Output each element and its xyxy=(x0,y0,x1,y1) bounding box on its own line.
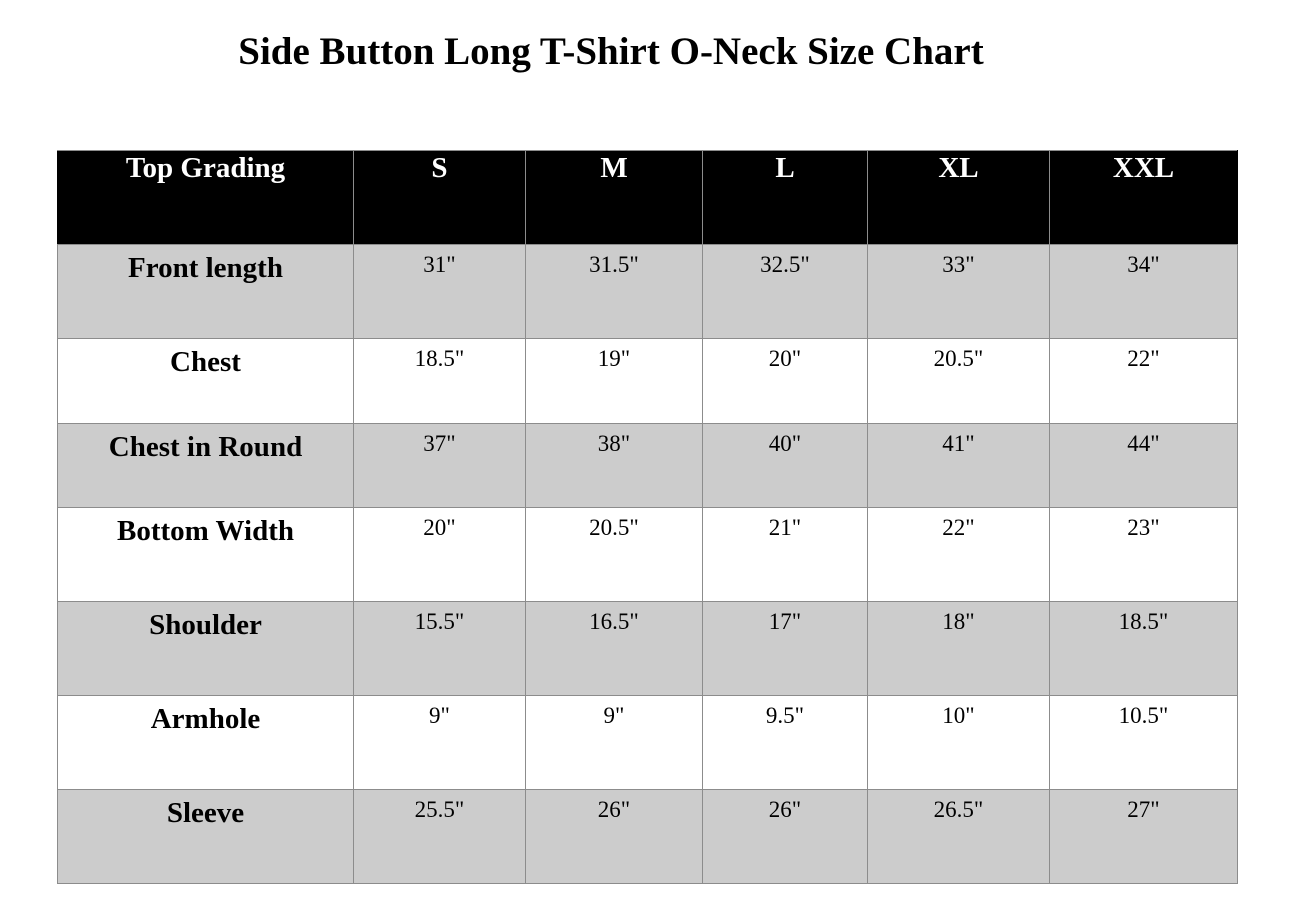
row-label: Bottom Width xyxy=(58,508,354,602)
row-label: Chest xyxy=(58,339,354,424)
cell-value: 18.5" xyxy=(1050,602,1238,696)
cell-value: 9.5" xyxy=(703,696,868,790)
row-label: Chest in Round xyxy=(58,424,354,508)
cell-value: 15.5" xyxy=(354,602,526,696)
row-label: Shoulder xyxy=(58,602,354,696)
row-label: Front length xyxy=(58,245,354,339)
cell-value: 31.5" xyxy=(526,245,703,339)
row-label: Sleeve xyxy=(58,790,354,884)
cell-value: 22" xyxy=(868,508,1050,602)
cell-value: 18" xyxy=(868,602,1050,696)
cell-value: 19" xyxy=(526,339,703,424)
header-cell-l: L xyxy=(703,151,868,245)
table-row-sleeve xyxy=(58,790,1238,884)
cell-value: 22" xyxy=(1050,339,1238,424)
cell-value: 38" xyxy=(526,424,703,508)
header-cell-m: M xyxy=(526,151,703,245)
table-row-shoulder xyxy=(58,602,1238,696)
table-header xyxy=(58,151,1238,245)
header-cell-xl: XL xyxy=(868,151,1050,245)
cell-value: 37" xyxy=(354,424,526,508)
cell-value: 23" xyxy=(1050,508,1238,602)
table-row-bottom-width xyxy=(58,508,1238,602)
table-row-front-length xyxy=(58,245,1238,339)
table-row-chest-in-round xyxy=(58,424,1238,508)
cell-value: 10" xyxy=(868,696,1050,790)
cell-value: 9" xyxy=(526,696,703,790)
table-row-armhole xyxy=(58,696,1238,790)
cell-value: 21" xyxy=(703,508,868,602)
cell-value: 26" xyxy=(526,790,703,884)
cell-value: 10.5" xyxy=(1050,696,1238,790)
cell-value: 41" xyxy=(868,424,1050,508)
size-chart-table xyxy=(57,150,1238,884)
cell-value: 18.5" xyxy=(354,339,526,424)
cell-value: 16.5" xyxy=(526,602,703,696)
cell-value: 40" xyxy=(703,424,868,508)
table-row-chest xyxy=(58,339,1238,424)
cell-value: 44" xyxy=(1050,424,1238,508)
cell-value: 34" xyxy=(1050,245,1238,339)
row-label: Armhole xyxy=(58,696,354,790)
table-body xyxy=(58,245,1238,884)
cell-value: 25.5" xyxy=(354,790,526,884)
cell-value: 20.5" xyxy=(868,339,1050,424)
header-row xyxy=(58,151,1238,245)
page-title: Side Button Long T-Shirt O-Neck Size Chart xyxy=(238,30,984,73)
cell-value: 26" xyxy=(703,790,868,884)
cell-value: 27" xyxy=(1050,790,1238,884)
cell-value: 26.5" xyxy=(868,790,1050,884)
cell-value: 20" xyxy=(354,508,526,602)
cell-value: 20" xyxy=(703,339,868,424)
cell-value: 31" xyxy=(354,245,526,339)
header-cell-top-grading: Top Grading xyxy=(58,151,354,245)
cell-value: 32.5" xyxy=(703,245,868,339)
cell-value: 9" xyxy=(354,696,526,790)
header-cell-s: S xyxy=(354,151,526,245)
cell-value: 33" xyxy=(868,245,1050,339)
header-cell-xxl: XXL xyxy=(1050,151,1238,245)
cell-value: 17" xyxy=(703,602,868,696)
cell-value: 20.5" xyxy=(526,508,703,602)
